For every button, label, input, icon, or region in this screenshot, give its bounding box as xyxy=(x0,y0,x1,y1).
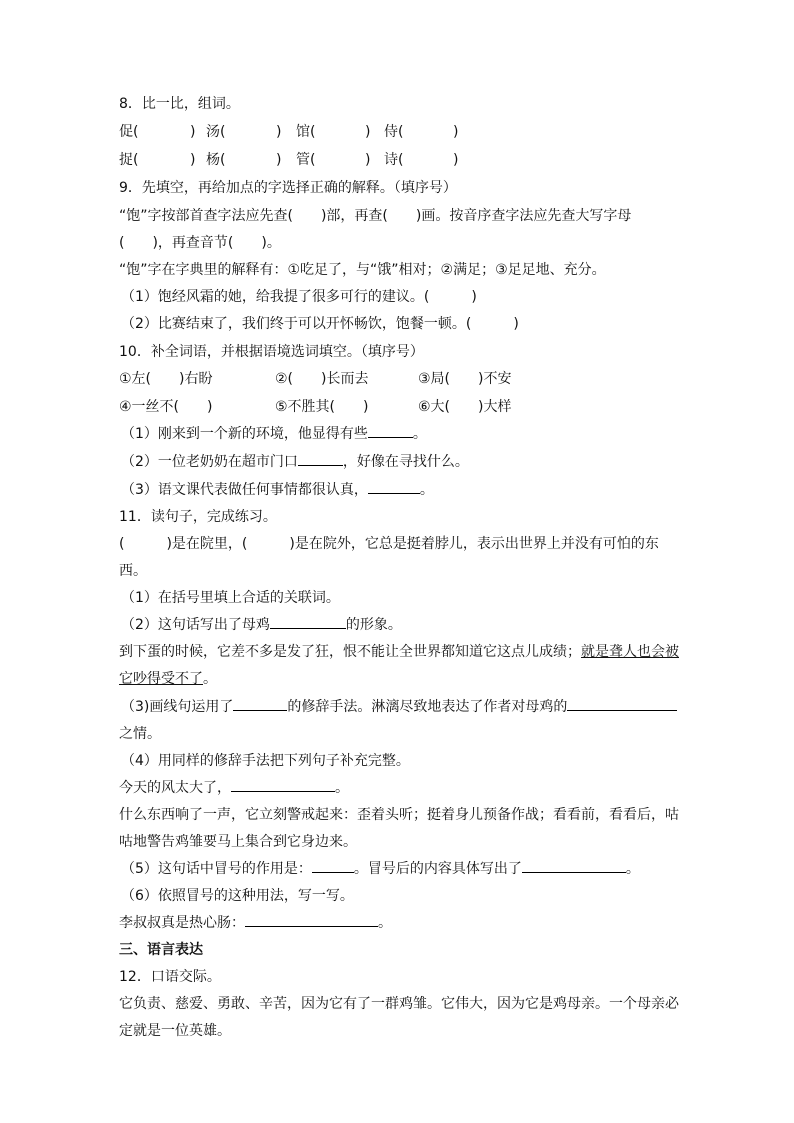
q9-title: 9．先填空，再给加点的字选择正确的解释。（填序号） xyxy=(119,180,457,196)
blank-line[interactable] xyxy=(231,777,335,792)
q11-item-6-sentence xyxy=(119,912,392,934)
q11-i4-text: 今天的风太大了， xyxy=(119,780,231,796)
blank-line[interactable] xyxy=(368,479,420,494)
q11-passage-1 xyxy=(119,641,679,663)
q11-item-4-sentence xyxy=(119,777,349,799)
q11-i6-text: 李叔叔真是热心肠： xyxy=(119,915,245,931)
q11-passage-4: 咕地警告鸡雏要马上集合到它身边来。 xyxy=(119,834,357,850)
q11-passage-3: 什么东西响了一声，它立刻警戒起来：歪着头听；挺着身儿预备作战；看看前，看看后，咕 xyxy=(119,807,679,823)
q10-sentence-1 xyxy=(121,423,427,445)
q9-line-2: ( )，再查音节( )。 xyxy=(119,235,281,251)
q11-i3-text: （3)画线句运用了 xyxy=(121,699,234,715)
blank-line[interactable] xyxy=(245,912,378,927)
q10-word: ①左( )右盼 xyxy=(119,371,213,387)
q10-word: ⑥大( )大样 xyxy=(418,399,512,415)
q10-s2-text: （2）一位老奶奶在超市门口 xyxy=(121,454,298,470)
q8-paren: ) xyxy=(190,152,196,168)
blank-line[interactable] xyxy=(270,614,346,629)
q12-title: 12．口语交际。 xyxy=(119,969,221,985)
q8-char: 促( xyxy=(119,124,139,140)
q11-i5-text-2: 。冒号后的内容具体写出了 xyxy=(353,861,522,877)
q10-word: ③局( )不安 xyxy=(418,371,512,387)
q11-i2-end: 的形象。 xyxy=(345,617,402,633)
q11-i2-text: （2）这句话写出了母鸡 xyxy=(121,617,270,633)
q11-passage-text: 到下蛋的时候，它差不多是发了狂，恨不能让全世界都知道它这点儿成绩； xyxy=(119,644,581,660)
q9-line-3: “饱”字在字典里的解释有：①吃足了，与“饿”相对；②满足；③足足地、充分。 xyxy=(119,262,606,278)
q8-char: 馆( xyxy=(296,124,316,140)
q8-char: 杨( xyxy=(206,152,226,168)
q10-sentence-2 xyxy=(121,451,469,473)
q10-word: ⑤不胜其( ) xyxy=(275,399,369,415)
blank-line[interactable] xyxy=(567,696,677,711)
q11-line-2: 西。 xyxy=(119,563,147,579)
q11-item-5 xyxy=(121,858,640,880)
q10-s1-text: （1）刚来到一个新的环境，他显得有些 xyxy=(121,426,368,442)
q8-char: 汤( xyxy=(206,124,226,140)
q10-s2-end: ，好像在寻找什么。 xyxy=(342,454,469,470)
q11-i4-end: 。 xyxy=(335,780,349,796)
q11-item-1: （1）在括号里填上合适的关联词。 xyxy=(121,590,340,606)
q11-i5-text: （5）这句话中冒号的作用是： xyxy=(121,861,312,877)
q9-item-2: （2）比赛结束了，我们终于可以开怀畅饮，饱餐一顿。( ) xyxy=(121,316,519,332)
q8-paren: ) xyxy=(365,152,371,168)
section-title: 三、语言表达 xyxy=(119,942,203,958)
q8-paren: ) xyxy=(453,124,459,140)
q9-item-1: （1）饱经风霜的她，给我提了很多可行的建议。( ) xyxy=(121,289,477,305)
q11-item-6: （6）依照冒号的这种用法，写一写。 xyxy=(121,888,354,904)
q11-passage-end: 。 xyxy=(203,671,217,687)
q8-title: 8．比一比，组词。 xyxy=(119,96,240,112)
q12-line-1: 它负责、慈爱、勇敢、辛苦，因为它有了一群鸡雏。它伟大，因为它是鸡母亲。一个母亲必 xyxy=(119,996,679,1012)
q8-char: 捉( xyxy=(119,152,139,168)
q11-item-3 xyxy=(121,696,677,718)
q8-paren: ) xyxy=(453,152,459,168)
q8-char: 管( xyxy=(296,152,316,168)
q11-title: 11．读句子，完成练习。 xyxy=(119,509,277,525)
blank-line[interactable] xyxy=(298,451,343,466)
q9-line-1: “饱”字按部首查字法应先查( )部，再查( )画。按音序查字法应先查大写字母 xyxy=(119,208,632,224)
q11-item-3-end: 之情。 xyxy=(119,726,161,742)
q10-sentence-3 xyxy=(121,479,434,501)
q8-paren: ) xyxy=(190,124,196,140)
q11-passage-2 xyxy=(119,668,217,690)
q10-s3-end: 。 xyxy=(419,482,434,498)
q8-paren: ) xyxy=(276,124,282,140)
blank-line[interactable] xyxy=(522,858,626,873)
q10-s3-text: （3）语文课代表做任何事情都很认真， xyxy=(121,482,368,498)
q11-item-2 xyxy=(121,614,402,636)
q11-i5-end: 。 xyxy=(625,861,640,877)
q12-line-2: 定就是一位英雄。 xyxy=(119,1023,231,1039)
q10-s1-end: 。 xyxy=(412,426,427,442)
blank-line[interactable] xyxy=(312,858,354,873)
q8-char: 诗( xyxy=(384,152,404,168)
q10-title: 10．补全词语，并根据语境选词填空。（填序号） xyxy=(119,344,424,360)
q11-item-4: （4）用同样的修辞手法把下列句子补充完整。 xyxy=(121,753,410,769)
blank-line[interactable] xyxy=(233,696,287,711)
q8-char: 侍( xyxy=(384,124,404,140)
q8-paren: ) xyxy=(276,152,282,168)
q11-i3-text-2: 的修辞手法。淋漓尽致地表达了作者对母鸡的 xyxy=(287,699,568,715)
blank-line[interactable] xyxy=(368,423,413,438)
q11-i6-end: 。 xyxy=(378,915,392,931)
q10-word: ②( )长而去 xyxy=(275,371,369,387)
q11-underlined-text: 就是聋人也会被 xyxy=(581,644,679,660)
q11-underlined-text: 它吵得受不了 xyxy=(119,671,203,687)
q10-word: ④一丝不( ) xyxy=(119,399,213,415)
q11-line-1: ( )是在院里，( )是在院外，它总是挺着脖儿，表示出世界上并没有可怕的东 xyxy=(119,536,659,552)
q8-paren: ) xyxy=(365,124,371,140)
